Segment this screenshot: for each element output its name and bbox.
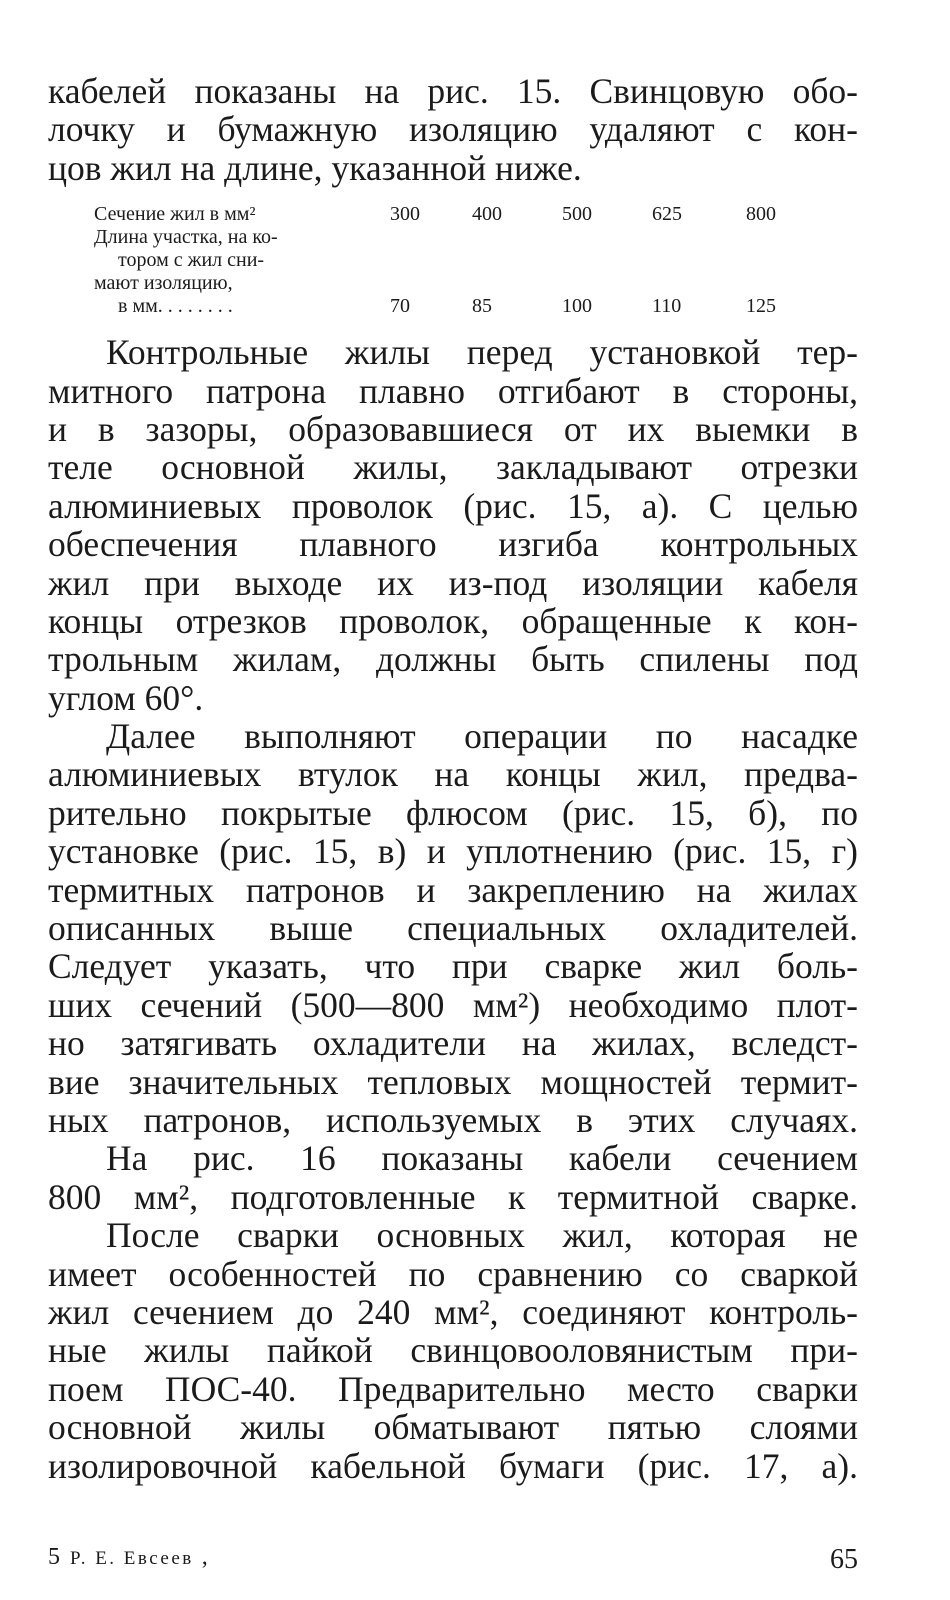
paragraph-after-welding [48, 1216, 858, 1485]
paragraph-fig16 [48, 1139, 858, 1216]
text-line: углом 60°. [48, 677, 204, 718]
text-line: ных патронов, используемых в этих случаях. [48, 1099, 858, 1140]
text-line: На рис. 16 показаны кабели сечением [106, 1138, 858, 1179]
text-line: алюминиевых втулок на концы жил, предва- [48, 754, 858, 795]
cross-section-value: 800 [746, 203, 776, 226]
spec-row-length-label: Длина участка, на ко- [94, 226, 278, 249]
text-line: концы отрезков проволок, обращенные к кон- [48, 600, 858, 641]
paragraph-control-wires [48, 333, 858, 717]
length-value: 110 [652, 295, 682, 318]
spec-row-cross-section-label: Сечение жил в мм² [94, 203, 256, 226]
spec-row-length-label: в мм. . . . . . . . [118, 295, 233, 318]
signature-number: 5 [48, 1544, 62, 1570]
text-line: жил сечением до 240 мм², соединяют контроль- [48, 1291, 858, 1332]
cross-section-value: 500 [562, 203, 592, 226]
text-line: алюминиевых проволок (рис. 15, а). С целью [48, 485, 858, 526]
cross-section-value: 300 [390, 203, 420, 226]
text-line: Далее выполняют операции по насадке [106, 716, 858, 757]
text-line: изолировочной кабельной бумаги (рис. 17, а). [48, 1445, 858, 1486]
text-line: рительно покрытые флюсом (рис. 15, б), по [48, 792, 858, 833]
text-line: жил при выходе их из-под изоляции кабеля [48, 562, 858, 603]
paragraph-intro [48, 72, 858, 187]
text-line: основной жилы обматывают пятью слоями [48, 1407, 858, 1448]
text-line: 800 мм², подготовленные к термитной сварке. [48, 1176, 858, 1217]
text-line: цов жил на длине, указанной ниже. [48, 147, 582, 188]
text-line: После сварки основных жил, которая не [106, 1215, 858, 1256]
text-line: Контрольные жилы перед установкой тер- [106, 332, 858, 373]
text-line: вие значительных тепловых мощностей термит- [48, 1061, 858, 1102]
length-value: 100 [562, 295, 592, 318]
text-line: обеспечения плавного изгиба контрольных [48, 524, 858, 565]
text-line: ших сечений (500—800 мм²) необходимо плот- [48, 984, 858, 1025]
text-line: трольным жилам, должны быть спилены под [48, 639, 858, 680]
text-line: имеет особенностей по сравнению со сваркой [48, 1253, 858, 1294]
text-line: теле основной жилы, закладывают отрезки [48, 447, 858, 488]
page-footer [48, 1544, 858, 1584]
text-line: ные жилы пайкой свинцовооловянистым при- [48, 1330, 858, 1371]
cross-section-value: 400 [472, 203, 502, 226]
length-value: 85 [472, 295, 492, 318]
text-line: но затягивать охладители на жилах, вследст- [48, 1023, 858, 1064]
text-line: поем ПОС-40. Предварительно место сварки [48, 1368, 858, 1409]
length-value: 125 [746, 295, 776, 318]
text-line: термитных патронов и закреплению на жилах [48, 869, 858, 910]
text-line: установке (рис. 15, в) и уплотнению (рис. 15, г) [48, 831, 858, 872]
cross-section-value: 625 [652, 203, 682, 226]
text-line: описанных выше специальных охладителей. [48, 908, 858, 949]
text-line: митного патрона плавно отгибают в стороны, [48, 370, 858, 411]
text-line: Следует указать, что при сварке жил боль- [48, 946, 858, 987]
text-line: и в зазоры, образовавшиеся от их выемки в [48, 408, 858, 449]
text-line: кабелей показаны на рис. 15. Свинцовую обо- [48, 71, 858, 111]
text-line: лочку и бумажную изоляцию удаляют с кон- [48, 109, 858, 150]
spec-table [94, 203, 858, 321]
signature-name: Р. Е. Евсеев [70, 1548, 194, 1569]
book-page [48, 72, 858, 1485]
spec-row-length-label: мают изоляцию, [94, 272, 233, 295]
paragraph-operations [48, 717, 858, 1139]
signature-mark [48, 1544, 210, 1571]
spec-table-labels [94, 203, 362, 318]
page-number: 65 [830, 1544, 858, 1575]
length-value: 70 [390, 295, 410, 318]
signature-comma: , [201, 1544, 210, 1570]
spec-row-length-label: тором с жил сни- [118, 249, 265, 272]
